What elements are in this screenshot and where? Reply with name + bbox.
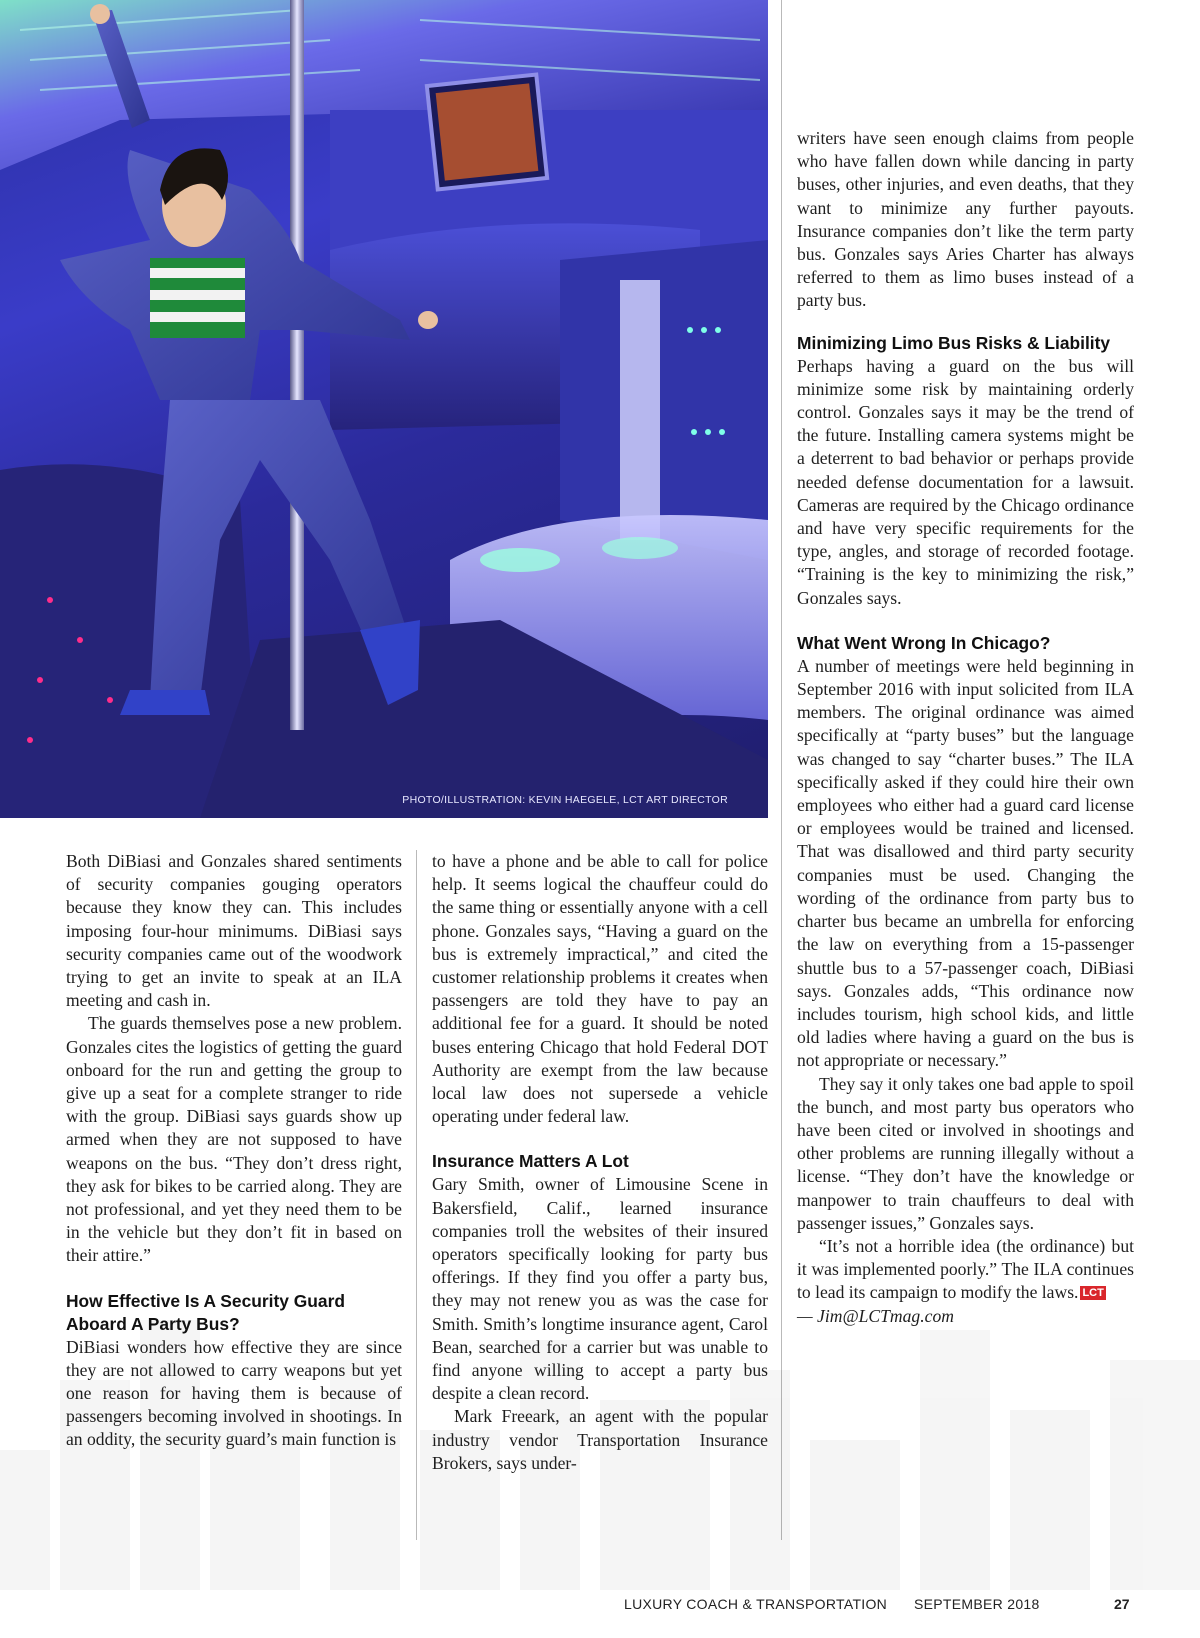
column-rule: [781, 0, 782, 1540]
footer-publication: LUXURY COACH & TRANSPORTATION: [624, 1596, 888, 1612]
body-paragraph: Perhaps having a guard on the bus will minimize some risk by maintaining orderly control. Gonzales says it may be the trend of the future. Installing camera systems might be a deterrent to bad behavior or perhaps provide needed defense documentation for a lawsuit. Cameras are required by the Chicago ordinance and have very specific requirements for the type, angles, and storage of recorded footage. “Training is the key to minimizing the risk,” Gonzales says.: [797, 355, 1134, 608]
page-number: 27: [1114, 1596, 1130, 1612]
section-heading: How Effective Is A Security Guard Aboard A Party Bus?: [66, 1290, 345, 1334]
lit-column: [620, 280, 660, 540]
article-column-3: [797, 127, 1134, 1328]
lct-end-badge: LCT: [1082, 1287, 1104, 1300]
section-heading: What Went Wrong In Chicago?: [797, 632, 1051, 653]
section-heading: Minimizing Limo Bus Risks & Liability: [797, 332, 1111, 353]
feature-illustration: [0, 0, 768, 818]
column-rule: [416, 850, 417, 1540]
body-paragraph: DiBiasi wonders how effective they are since they are not allowed to carry weapons but yet one reason for having them is because of passengers becoming involved in shootings. In an oddity, the security guard’s main function is: [66, 1336, 402, 1450]
body-paragraph: The guards themselves pose a new problem. Gonzales cites the logistics of getting the guard onboard for the run and getting the group to give up a seat for a complete stranger to ride with the group. DiBiasi says guards show up armed when they are not supposed to have weapons on the bus. “They don’t dress right, they ask for bikes to be carried along. They are not professional, and yet they need them to be in the vehicle but they don’t fit in based on their attire.”: [66, 1013, 402, 1266]
tv-screen: [427, 75, 547, 190]
body-paragraph: writers have seen enough claims from people who have fallen down while dancing in party buses, other injuries, and even deaths, that they want to minimize any further payouts. Insurance companies don’t like the term party bus. Gonzales says Aries Charter has always referred to them as limo buses instead of a party bus.: [797, 128, 1134, 311]
final-paragraph-text: “It’s not a horrible idea (the ordinance) but it was implemented poorly.” The ILA continues to lead its campaign to modify the laws.: [797, 1235, 1134, 1303]
article-column-1: [66, 850, 402, 1452]
author-signature[interactable]: — Jim@LCTmag.com: [797, 1305, 954, 1326]
dance-pole: [290, 0, 304, 730]
footer-issue-date: SEPTEMBER 2018: [914, 1596, 1040, 1612]
photo-credit: PHOTO/ILLUSTRATION: KEVIN HAEGELE, LCT ART DIRECTOR: [402, 794, 728, 806]
page-footer: [0, 1596, 1200, 1620]
body-paragraph: Both DiBiasi and Gonzales shared sentiments of security companies gouging operators because they know they can. This includes imposing four-hour minimums. DiBiasi says security companies came out of the woodwork trying to get an invite to speak at an ILA meeting and cash in.: [66, 851, 402, 1011]
article-column-2: [432, 850, 768, 1475]
body-paragraph: Mark Freeark, an agent with the popular industry vendor Transportation Insurance Brokers, says under-: [432, 1406, 768, 1473]
section-heading: Insurance Matters A Lot: [432, 1151, 629, 1172]
body-paragraph-final: [797, 1235, 1134, 1305]
body-paragraph: Gary Smith, owner of Limousine Scene in Bakersfield, Calif., learned insurance companies troll the websites of their insured operators specifically looking for party bus offerings. If they find you offer a party bus, they may not renew you as was the case for Smith. Smith’s longtime insurance agent, Carol Bean, searched for a carrier but was unable to find anyone willing to accept a party bus despite a clean record.: [432, 1174, 768, 1404]
body-paragraph: to have a phone and be able to call for police help. It seems logical the chauffeur could do the same thing or essentially anyone with a cell phone. Gonzales says, “Having a guard on the bus is extremely impractical,” and cited the customer relationship problems it creates when passengers are told they have to pay an additional fee for a guard. It should be noted buses entering Chicago that hold Federal DOT Authority are exempt from the law because local law does not supersede a vehicle operating under federal law.: [432, 851, 768, 1127]
body-paragraph: A number of meetings were held beginning in September 2016 with input solicited from ILA members. The original ordinance was aimed specifically at “party buses” but the language was changed to say “charter buses.” The ILA specifically asked if they could hire their own employees who either had a guard card license or employees would be trained and licensed. That was disallowed and third party security companies must be used. Changing the wording of the ordinance from party bus to charter bus became an umbrella for enforcing the law on everything from a 15-passenger shuttle bus to a 57-passenger coach, DiBiasi says. Gonzales adds, “This ordinance now includes tourism, high school kids, and little old ladies where having a guard on the bus is not appropriate or necessary.”: [797, 655, 1134, 1071]
party-bus-interior-illustration: [0, 0, 768, 818]
body-paragraph: They say it only takes one bad apple to spoil the bunch, and most party bus operators who have been cited or involved in shootings and other problems are running illegally without a license. “They don’t have the knowledge or manpower to train chauffeurs to deal with passenger issues,” Gonzales says.: [797, 1073, 1134, 1233]
